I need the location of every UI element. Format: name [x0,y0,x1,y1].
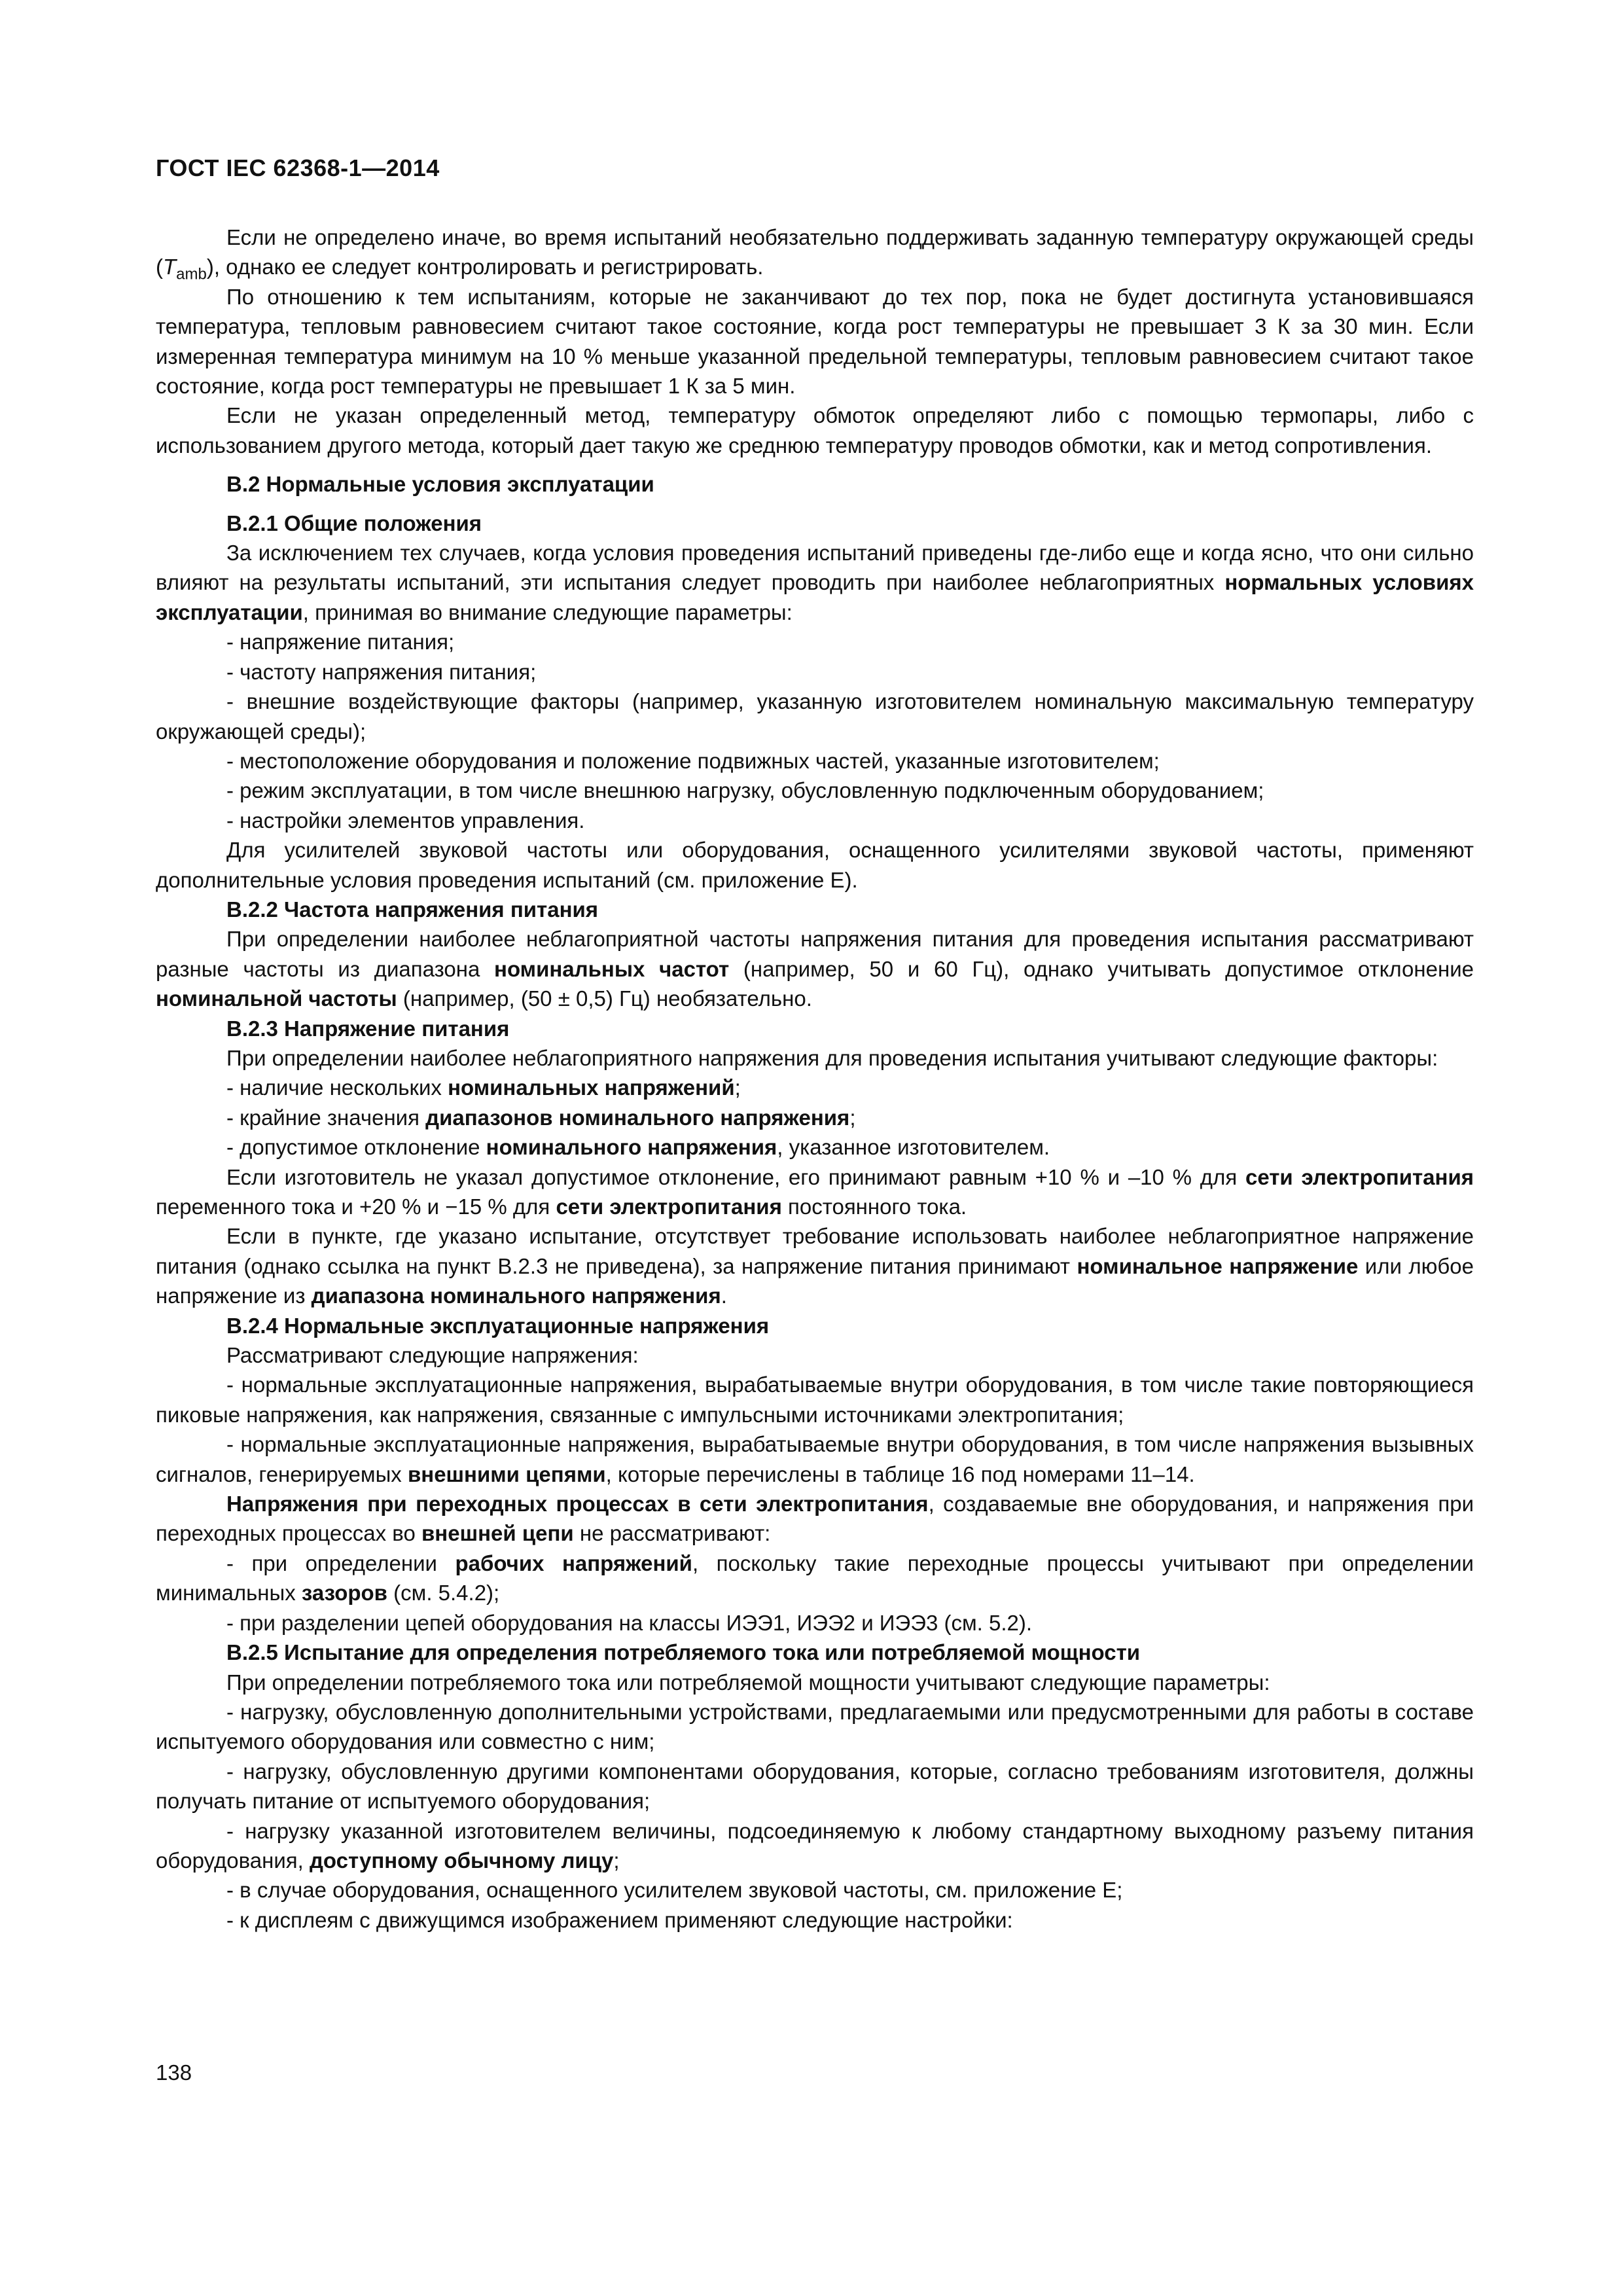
paragraph: Если не указан определенный метод, температуру обмоток определяют либо с помощью термопары, либо с использованием другого метода, который дает такую же среднюю температуру проводов обмотки, как и метод сопротивления. [156,403,1474,457]
page-number: 138 [156,2060,192,2085]
section-heading-b23: B.2.3 Напряжение питания [226,1016,510,1041]
paragraph: Если в пункте, где указано испытание, отсутствует требование использовать наиболее неблагоприятное напряжение питания (однако ссылка на пункт B.2.3 не приведена), за напряжение питания принимают номинальное напряжение или любое напряжение из диапазона номинального напряжения. [156,1224,1474,1308]
section-heading-b22: B.2.2 Частота напряжения питания [226,897,599,922]
section-heading-b21: B.2.1 Общие положения [226,511,482,535]
section-heading-b2: B.2 Нормальные условия эксплуатации [226,472,654,497]
list-item: - при разделении цепей оборудования на классы ИЭЭ1, ИЭЭ2 и ИЭЭ3 (см. 5.2). [226,1610,1033,1635]
list-item: - нормальные эксплуатационные напряжения, вырабатываемые внутри оборудования, в том числе напряжения вызывных сигналов, генерируемых внешними цепями, которые перечислены в таблице 16 под номерами 11–14. [156,1432,1474,1486]
paragraph: За исключением тех случаев, когда условия проведения испытаний приведены где-либо еще и когда ясно, что они сильно влияют на результаты испытаний, эти испытания следует проводить при наиболее неблагоприятных нормальных условиях эксплуатации, принимая во внимание следующие параметры: [156,541,1474,624]
paragraph: При определении наиболее неблагоприятного напряжения для проведения испытания учитывают следующие факторы: [226,1045,1438,1070]
list-item: - к дисплеям с движущимся изображением применяют следующие настройки: [226,1907,1013,1932]
document-header: ГОСТ IEC 62368-1—2014 [156,154,440,181]
list-item: - нагрузку, обусловленную дополнительными устройствами, предлагаемыми или предусмотренными для работы в составе испытуемого оборудования или совместно с ним; [156,1699,1474,1754]
section-heading-b25: B.2.5 Испытание для определения потребляемого тока или потребляемой мощности [226,1640,1141,1665]
list-item: - наличие нескольких номинальных напряжений; [226,1075,741,1100]
list-item: - при определении рабочих напряжений, поскольку такие переходные процессы учитывают при определении минимальных зазоров (см. 5.4.2); [156,1551,1474,1605]
list-item: - частоту напряжения питания; [226,659,537,684]
list-item: - режим эксплуатации, в том числе внешнюю нагрузку, обусловленную подключенным оборудованием; [226,778,1264,803]
list-item: - местоположение оборудования и положение подвижных частей, указанные изготовителем; [226,748,1160,773]
paragraph: Напряжения при переходных процессах в сети электропитания, создаваемые вне оборудования, и напряжения при переходных процессах во внешней цепи не рассматривают: [156,1492,1474,1546]
section-heading-b24: B.2.4 Нормальные эксплуатационные напряжения [226,1313,770,1338]
list-item: - настройки элементов управления. [226,808,585,833]
paragraph: Рассматривают следующие напряжения: [226,1343,639,1368]
list-item: - нагрузку, обусловленную другими компонентами оборудования, которые, согласно требованиям изготовителя, должны получать питание от испытуемого оборудования; [156,1759,1474,1814]
paragraph: Для усилителей звуковой частоты или оборудования, оснащенного усилителями звуковой частоты, применяют дополнительные условия проведения испытаний (см. приложение Е). [156,838,1474,892]
page-body [156,223,1474,1935]
list-item: - допустимое отклонение номинального напряжения, указанное изготовителем. [226,1135,1050,1160]
list-item: - нагрузку указанной изготовителем величины, подсоединяемую к любому стандартному выходному разъему питания оборудования, доступному обычному лицу; [156,1818,1474,1873]
paragraph: По отношению к тем испытаниям, которые не заканчивают до тех пор, пока не будет достигнута установившаяся температура, тепловым равновесием считают такое состояние, когда рост температуры не превышает 3 К за 30 мин. Если измеренная температура минимум на 10 % меньше указанной предельной температуры, тепловым равновесием считают такое состояние, когда рост температуры не превышает 1 К за 5 мин. [156,284,1474,399]
list-item: - напряжение питания; [226,630,455,655]
paragraph: Если не определено иначе, во время испытаний необязательно поддерживать заданную температуру окружающей среды $(T_{amb})$, однако ее следует контролировать и регистрировать. [156,225,1474,283]
list-item: - крайние значения диапазонов номинального напряжения; [226,1105,856,1130]
list-item: - внешние воздействующие факторы (например, указанную изготовителем номинальную максимальную температуру окружающей среды); [156,689,1474,744]
list-item: - нормальные эксплуатационные напряжения, вырабатываемые внутри оборудования, в том числе такие повторяющиеся пиковые напряжения, как напряжения, связанные с импульсными источниками электропитания; [156,1372,1474,1427]
paragraph: При определении потребляемого тока или потребляемой мощности учитывают следующие параметры: [226,1670,1270,1695]
paragraph: Если изготовитель не указал допустимое отклонение, его принимают равным +10 % и –10 % для сети электропитания переменного тока и +20 % и −15 % для сети электропитания постоянного тока. [156,1164,1474,1219]
list-item: - в случае оборудования, оснащенного усилителем звуковой частоты, см. приложение Е; [226,1878,1123,1903]
paragraph: При определении наиболее неблагоприятной частоты напряжения питания для проведения испытания рассматривают разные частоты из диапазона номинальных частот (например, 50 и 60 Гц), однако учитывать допустимое отклонение номинальной частоты (например, (50 ± 0,5) Гц) необязательно. [156,927,1474,1011]
